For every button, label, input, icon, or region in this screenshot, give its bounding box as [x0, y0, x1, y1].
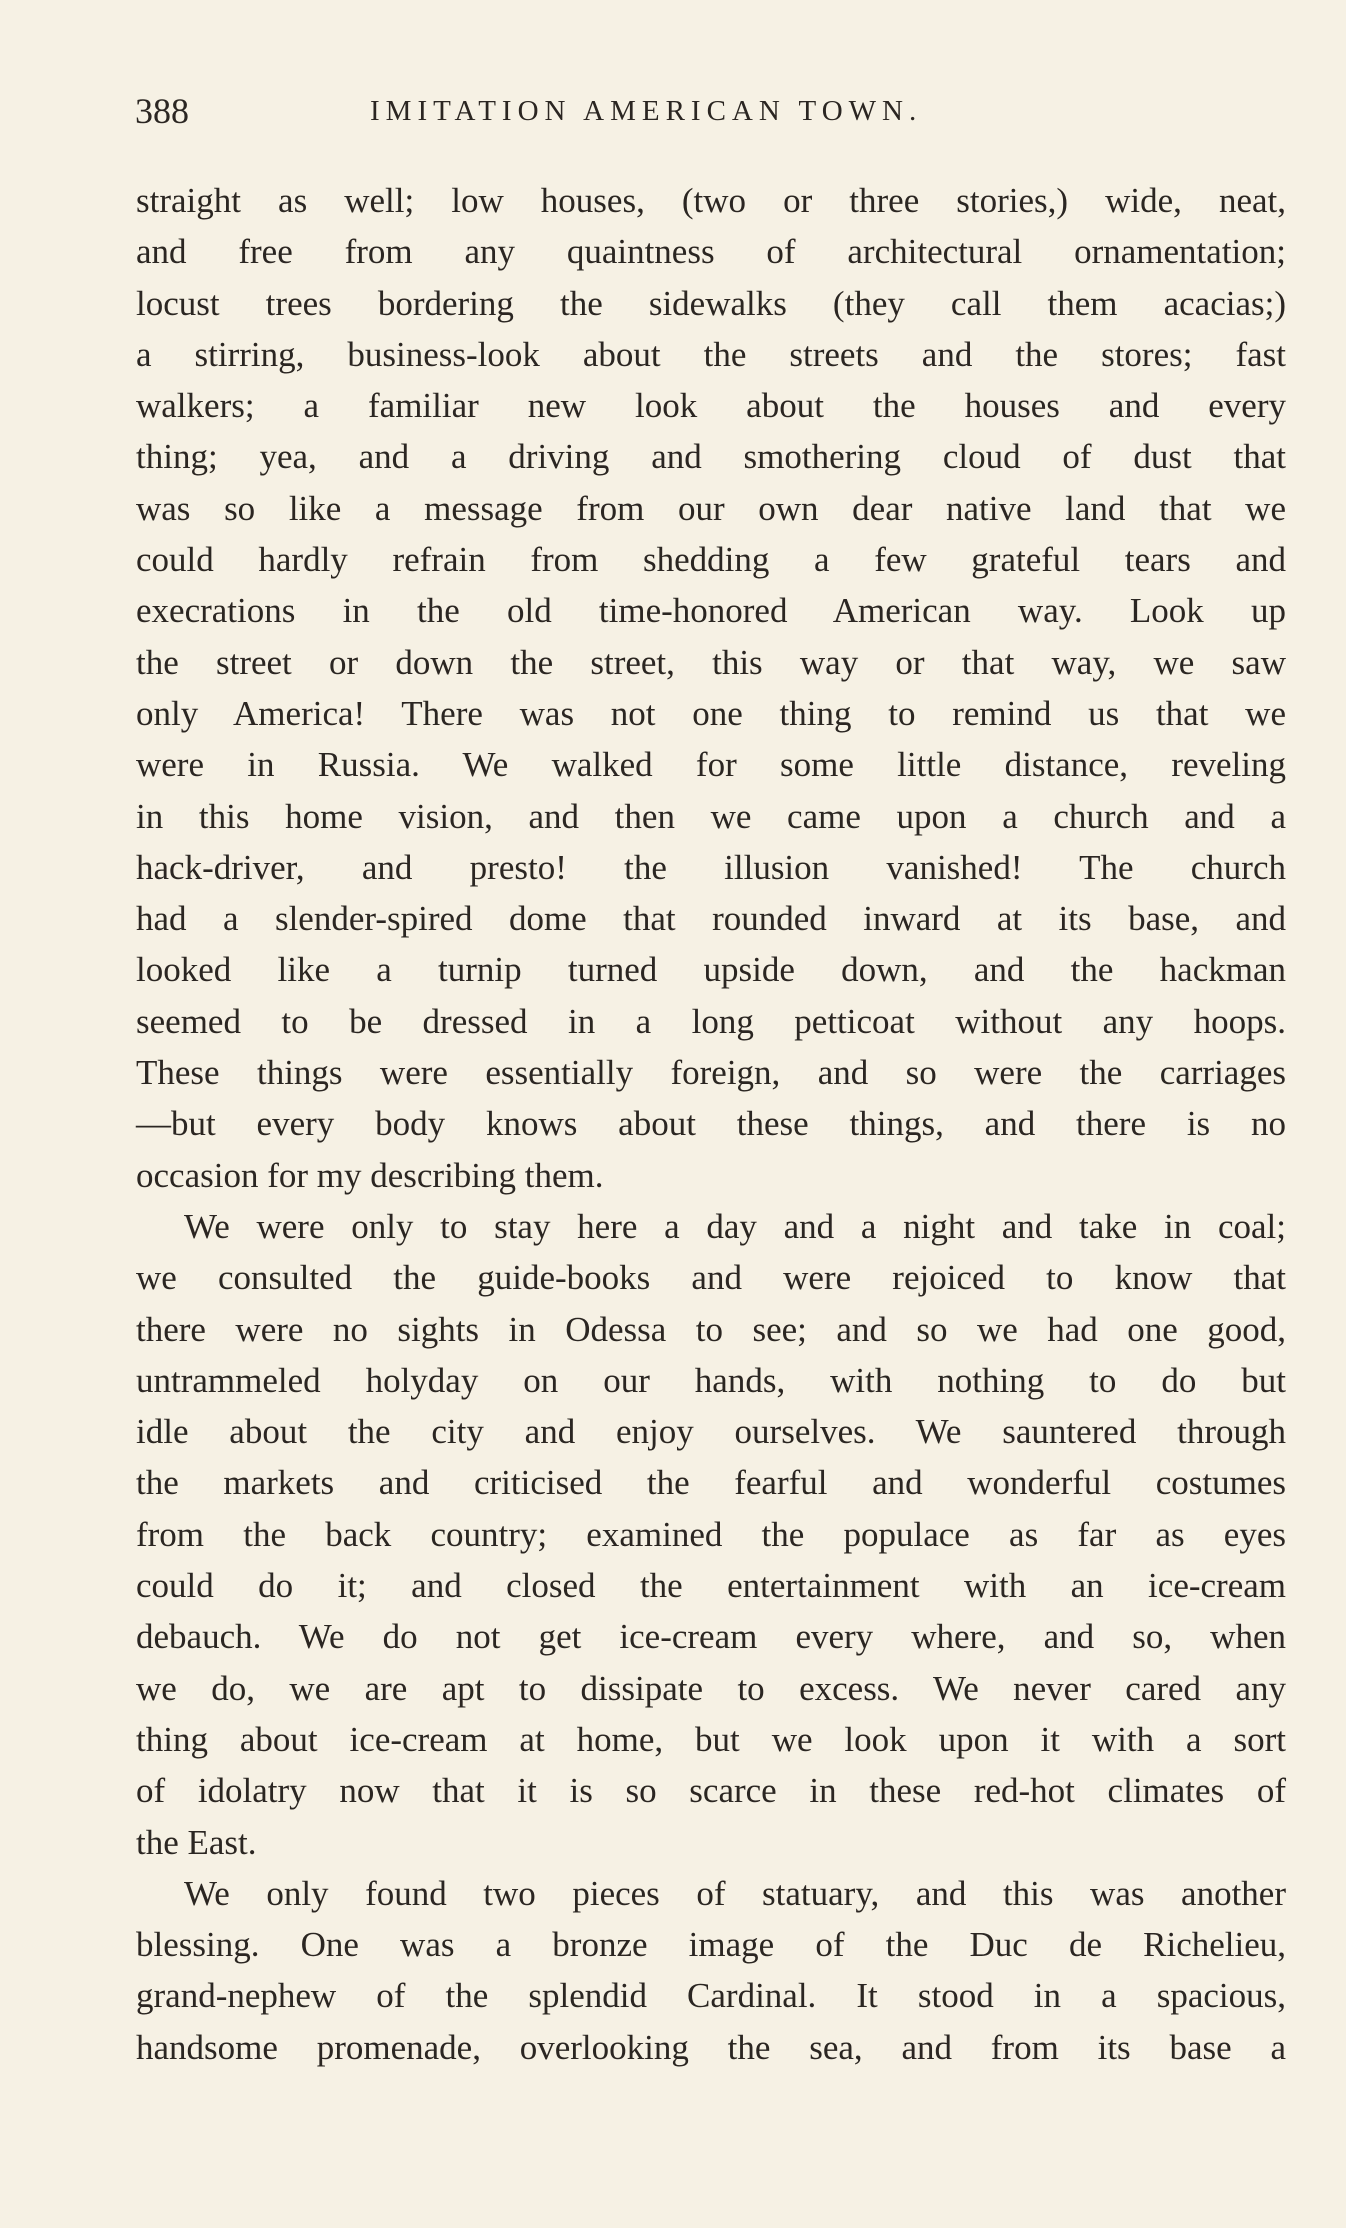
text-line: of idolatry now that it is so scarce in these red-hot climates of: [136, 1771, 1286, 1811]
text-line: grand-nephew of the splendid Cardinal. It stood in a spacious,: [136, 1976, 1286, 2016]
text-line: were in Russia. We walked for some little distance, reveling: [136, 745, 1286, 785]
text-line: could do it; and closed the entertainment with an ice-cream: [136, 1566, 1286, 1606]
text-line: handsome promenade, overlooking the sea, and from its base a: [136, 2027, 1286, 2067]
text-line: straight as well; low houses, (two or three stories,) wide, neat,: [136, 181, 1286, 220]
text-line: occasion for my describing them.: [136, 1155, 604, 1195]
text-line: We only found two pieces of statuary, and this was another: [184, 1873, 1286, 1913]
body-text: [136, 175, 1286, 2073]
text-line: a stirring, business-look about the streets and the stores; fast: [136, 334, 1286, 374]
running-head: IMITATION AMERICAN TOWN.: [370, 95, 923, 127]
text-line: was so like a message from our own dear native land that we: [136, 488, 1286, 528]
text-line: —but every body knows about these things, and there is no: [136, 1104, 1286, 1144]
text-line: thing; yea, and a driving and smothering cloud of dust that: [136, 437, 1286, 477]
text-line: could hardly refrain from shedding a few grateful tears and: [136, 540, 1286, 580]
text-line: from the back country; examined the populace as far as eyes: [136, 1514, 1286, 1554]
text-line: looked like a turnip turned upside down, and the hackman: [136, 950, 1286, 990]
text-line: locust trees bordering the sidewalks (they call them acacias;): [136, 283, 1286, 323]
text-line: we consulted the guide-books and were rejoiced to know that: [136, 1258, 1286, 1298]
text-line: the markets and criticised the fearful and wonderful costumes: [136, 1463, 1286, 1503]
text-line: idle about the city and enjoy ourselves. We sauntered through: [136, 1412, 1286, 1452]
text-line: in this home vision, and then we came upon a church and a: [136, 796, 1286, 836]
page-header: [135, 88, 1285, 134]
text-line: debauch. We do not get ice-cream every where, and so, when: [136, 1617, 1286, 1657]
text-line: hack-driver, and presto! the illusion vanished! The church: [136, 847, 1286, 887]
text-line: there were no sights in Odessa to see; and so we had one good,: [136, 1309, 1286, 1349]
text-line: walkers; a familiar new look about the houses and every: [136, 386, 1286, 426]
text-line: and free from any quaintness of architectural ornamentation;: [136, 232, 1286, 272]
text-line: execrations in the old time-honored American way. Look up: [136, 591, 1286, 631]
page-number: 388: [135, 91, 189, 131]
text-line: we do, we are apt to dissipate to excess. We never cared any: [136, 1668, 1286, 1708]
text-line: seemed to be dressed in a long petticoat without any hoops.: [136, 1001, 1286, 1041]
text-line: blessing. One was a bronze image of the Duc de Richelieu,: [136, 1925, 1286, 1965]
text-line: These things were essentially foreign, and so were the carriages: [136, 1053, 1286, 1093]
text-line: the street or down the street, this way or that way, we saw: [136, 642, 1286, 682]
text-line: thing about ice-cream at home, but we look upon it with a sort: [136, 1719, 1286, 1759]
text-line: the East.: [136, 1822, 257, 1862]
text-line: We were only to stay here a day and a night and take in coal;: [184, 1206, 1286, 1246]
text-line: untrammeled holyday on our hands, with nothing to do but: [136, 1360, 1286, 1400]
text-line: had a slender-spired dome that rounded inward at its base, and: [136, 899, 1286, 939]
text-line: only America! There was not one thing to remind us that we: [136, 693, 1286, 733]
